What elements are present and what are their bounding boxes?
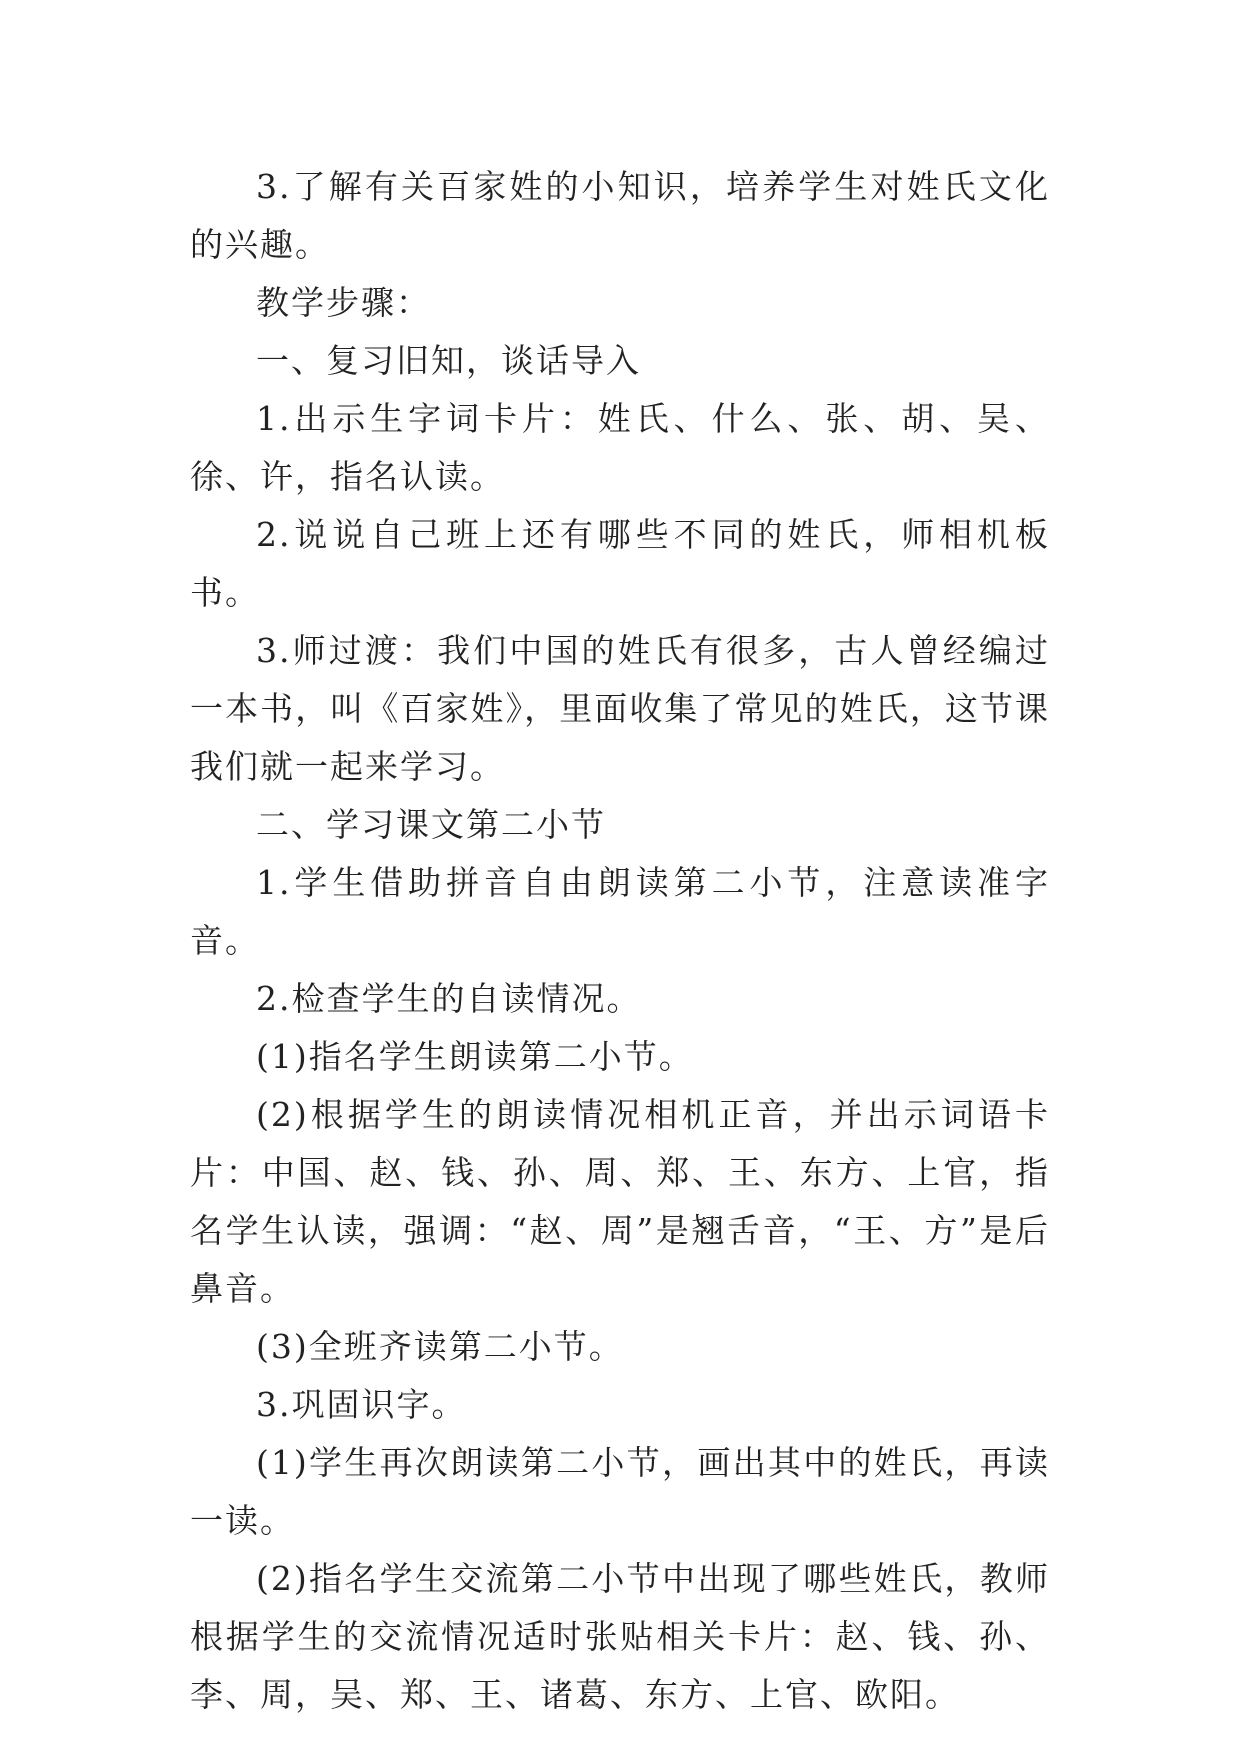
paragraph-study-2-2: (2)根据学生的朗读情况相机正音，并出示词语卡片：中国、赵、钱、孙、周、郑、王、东方、上官，指名学生认读，强调：“赵、周”是翘舌音，“王、方”是后鼻音。	[190, 1095, 1050, 1308]
document-body	[190, 158, 1050, 1724]
paragraph-study-2-3: (3)全班齐读第二小节。	[256, 1327, 624, 1366]
paragraph-steps-heading: 教学步骤：	[256, 283, 431, 322]
paragraph-review-3: 3.师过渡：我们中国的姓氏有很多，古人曾经编过一本书，叫《百家姓》，里面收集了常见的姓氏，这节课我们就一起来学习。	[190, 631, 1050, 786]
paragraph-objective-3: 3.了解有关百家姓的小知识，培养学生对姓氏文化的兴趣。	[190, 167, 1050, 264]
paragraph-study-2: 2.检查学生的自读情况。	[256, 979, 642, 1018]
section-heading-review: 一、复习旧知，谈话导入	[256, 341, 641, 380]
paragraph-review-2: 2.说说自己班上还有哪些不同的姓氏，师相机板书。	[190, 515, 1050, 612]
section-heading-study: 二、学习课文第二小节	[256, 805, 606, 844]
paragraph-review-1: 1.出示生字词卡片：姓氏、什么、张、胡、吴、徐、许，指名认读。	[190, 399, 1050, 496]
paragraph-study-2-1: (1)指名学生朗读第二小节。	[256, 1037, 694, 1076]
paragraph-study-3-2: (2)指名学生交流第二小节中出现了哪些姓氏，教师根据学生的交流情况适时张贴相关卡片：赵、钱、孙、李、周，吴、郑、王、诸葛、东方、上官、欧阳。	[190, 1559, 1050, 1714]
paragraph-study-1: 1.学生借助拼音自由朗读第二小节，注意读准字音。	[190, 863, 1050, 960]
paragraph-study-3-1: (1)学生再次朗读第二小节，画出其中的姓氏，再读一读。	[190, 1443, 1050, 1540]
paragraph-study-3: 3.巩固识字。	[256, 1385, 467, 1424]
